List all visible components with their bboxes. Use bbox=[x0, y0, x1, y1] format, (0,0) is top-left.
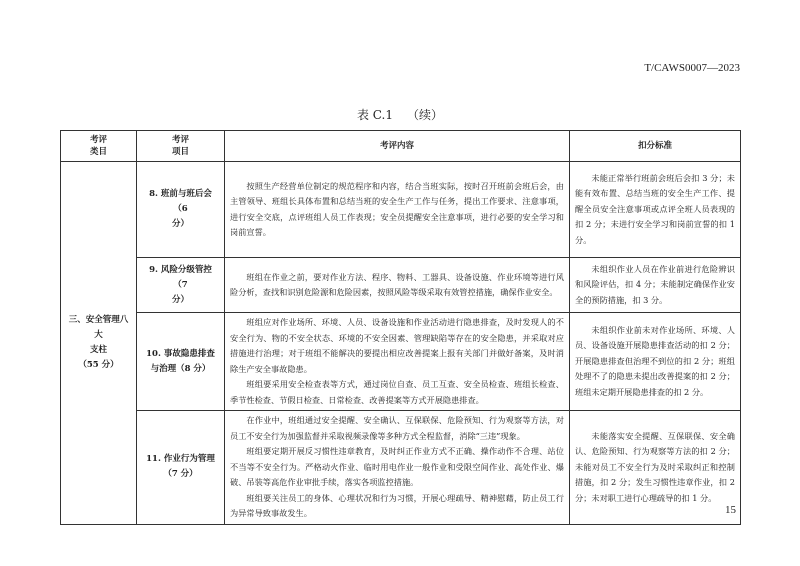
item-cell: 8. 班前与班后会（6 分） bbox=[137, 162, 225, 258]
content-cell: 在作业中，班组通过安全提醒、安全确认、互保联保、危险预知、行为观察等方法，对员工不安全行为加强监督并采取视频录像等多种方式全程监督，消除“三违”现象。 班组要定期开展反习惯性违章教育，及时纠正作业方式不正确、操作动作不合理、站位不当等不安全行为。严格动火作业、临时用电作业一般作业和受限空间作业、高处作业、爆破、吊装等高危作业审批手续，落实各项监控措施。 班组要关注员工的身体、心理状况和行为习惯，开展心理疏导、精神慰藉，防止员工行为异常导致事故发生。 bbox=[225, 411, 570, 525]
score-cell: 未能落实安全提醒、互保联保、安全确认、危险预知、行为观察等方法的扣 2 分；未能对员工不安全行为及时采取纠正和控制措施，扣 2 分；发生习惯性违章作业，扣 2 分；未对职工进行心理疏导的扣 1 分。 bbox=[570, 411, 741, 525]
evaluation-table bbox=[60, 130, 741, 525]
header-category: 考评 类目 bbox=[61, 131, 137, 162]
header-content: 考评内容 bbox=[225, 131, 570, 162]
table-header-row bbox=[61, 131, 741, 162]
score-cell: 未组织作业前未对作业场所、环境、人员、设备设施开展隐患排查活动的扣 2 分；开展隐患排查但治理不到位的扣 2 分；班组处理不了的隐患未提出改善提案的扣 2 分；班组未定期开展隐患排查的扣 2 分。 bbox=[570, 313, 741, 411]
table-row bbox=[61, 313, 741, 411]
table-row bbox=[61, 258, 741, 313]
category-cell: 三、安全管理八大 支柱 （55 分） bbox=[61, 162, 137, 525]
item-cell: 9. 风险分级管控（7 分） bbox=[137, 258, 225, 313]
header-item: 考评 项目 bbox=[137, 131, 225, 162]
table-row bbox=[61, 162, 741, 258]
content-cell: 班组在作业之前，要对作业方法、程序、物料、工器具、设备设施、作业环境等进行风险分析，查找和识别危险源和危险因素，按照风险等级采取有效管控措施，确保作业安全。 bbox=[225, 258, 570, 313]
item-cell: 11. 作业行为管理 （7 分） bbox=[137, 411, 225, 525]
document-code: T/CAWS0007—2023 bbox=[644, 62, 740, 74]
score-cell: 未能正常举行班前会班后会扣 3 分；未能有效布置、总结当班的安全生产工作、提醒全员安全注意事项或点评全班人员表现的扣 2 分；未进行安全学习和岗前宣誓的扣 1 分。 bbox=[570, 162, 741, 258]
content-cell: 按照生产经营单位制定的规范程序和内容，结合当班实际，按时召开班前会班后会，由主管领导、班组长具体布置和总结当班的安全生产工作与任务，提出工作要求、注意事项，进行安全交底，点评班组人员工作表现；安全员提醒安全注意事项，进行必要的安全学习和岗前宣誓。 bbox=[225, 162, 570, 258]
page-number: 15 bbox=[725, 504, 736, 516]
score-cell: 未组织作业人员在作业前进行危险辨识和风险评估，扣 4 分；未能制定确保作业安全的预防措施，扣 3 分。 bbox=[570, 258, 741, 313]
table-caption bbox=[0, 106, 800, 123]
content-cell: 班组应对作业场所、环境、人员、设备设施和作业活动进行隐患排查，及时发现人的不安全行为、物的不安全状态、环境的不安全因素、管理缺陷等存在的安全隐患，并采取对应措施进行治理；对于班组不能解决的要提出相应改善提案上报有关部门并做好备案，及时消除生产安全事故隐患。 班组要采用安全检查表等方式，通过岗位自查、员工互查、安全员检查、班组长检查、季节性检查、节假日检查、日常检查、改善提案等方式开展隐患排查。 bbox=[225, 313, 570, 411]
table-number: 表 C.1 bbox=[356, 108, 393, 122]
table-row bbox=[61, 411, 741, 525]
table-continued-note: （续） bbox=[407, 108, 444, 122]
item-cell: 10. 事故隐患排查 与治理（8 分） bbox=[137, 313, 225, 411]
header-score: 扣分标准 bbox=[570, 131, 741, 162]
